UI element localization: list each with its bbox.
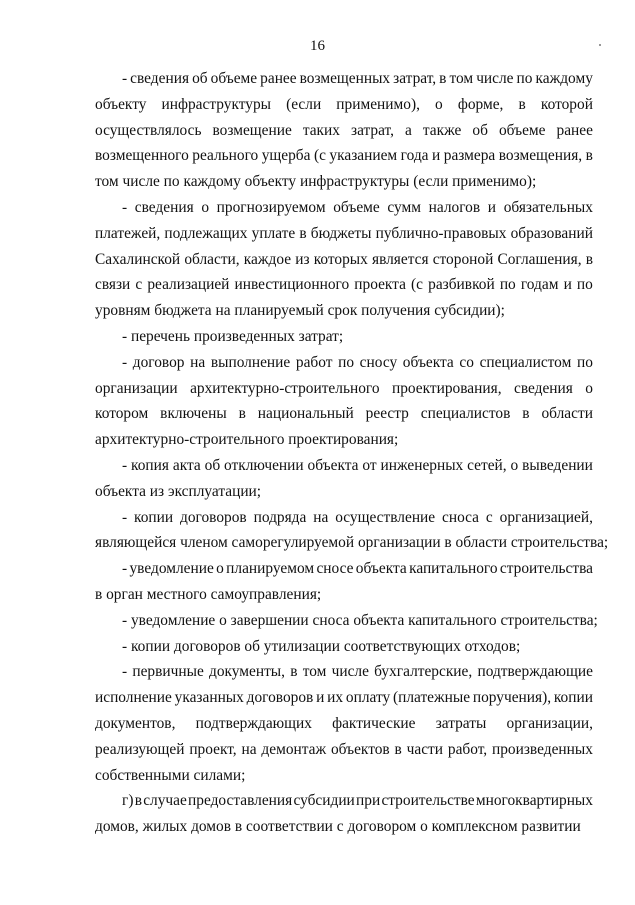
text-line: исполнение указанных договоров и их оплату (платежные поручения), копии: [95, 689, 593, 707]
text-line: являющейся членом саморегулируемой организации в области строительства;: [95, 534, 609, 552]
text-line: - копии договоров подряда на осуществление сноса с организацией,: [122, 508, 593, 526]
text-line: - перечень произведенных затрат;: [122, 327, 344, 345]
paragraph: [95, 634, 593, 660]
text-line: Сахалинской области, каждое из которых является стороной Соглашения, в: [95, 250, 593, 268]
text-line: - уведомление о завершении сноса объекта капитального строительства;: [122, 611, 598, 629]
text-line: осуществлялось возмещение таких затрат, а также об объеме ранее: [95, 121, 593, 139]
text-line: - договор на выполнение работ по сносу объекта со специалистом по: [122, 353, 593, 371]
paragraph: [95, 556, 593, 608]
text-line: - сведения о прогнозируемом объеме сумм налогов и обязательных: [122, 198, 593, 216]
text-line: - первичные документы, в том числе бухгалтерские, подтверждающие: [122, 663, 593, 681]
text-line: г) в случае предоставления субсидии при строительстве многоквартирных: [122, 792, 593, 810]
document-body: [95, 66, 609, 840]
scan-speck: [599, 44, 601, 46]
text-line: связи с реализацией инвестиционного проекта (с разбивкой по годам и по: [95, 276, 593, 294]
text-line: том числе по каждому объекту инфраструктуры (если применимо);: [95, 173, 537, 191]
text-line: объекту инфраструктуры (если применимо), о форме, в которой: [95, 95, 593, 113]
text-line: домов, жилых домов в соответствии с договором о комплексном развитии: [95, 818, 581, 836]
paragraph: [95, 350, 593, 453]
paragraph: [95, 324, 593, 350]
paragraph: [95, 66, 593, 195]
text-line: архитектурно-строительного проектирования;: [95, 431, 399, 449]
text-line: организации архитектурно-строительного проектирования, сведения о: [95, 379, 593, 397]
text-line: - уведомление о планируемом сносе объекта капитального строительства: [122, 560, 593, 578]
text-line: в орган местного самоуправления;: [95, 585, 322, 603]
paragraph: [95, 788, 593, 840]
text-line: реализующей проект, на демонтаж объектов в части работ, произведенных: [95, 740, 593, 758]
text-line: возмещенного реального ущерба (с указанием года и размера возмещения, в: [95, 147, 593, 165]
text-line: - сведения об объеме ранее возмещенных затрат, в том числе по каждому: [122, 70, 593, 87]
paragraph: [95, 453, 593, 505]
text-line: - копия акта об отключении объекта от инженерных сетей, о выведении: [122, 456, 593, 474]
paragraph: [95, 505, 609, 557]
text-line: уровням бюджета на планируемый срок получения субсидии);: [95, 302, 505, 320]
page-number: 16: [310, 38, 325, 54]
text-line: документов, подтверждающих фактические затраты организации,: [95, 714, 593, 732]
text-line: объекта из эксплуатации;: [95, 482, 262, 500]
paragraph: [95, 195, 593, 324]
paragraph: [95, 659, 593, 788]
paragraph: [95, 608, 598, 634]
text-line: - копии договоров об утилизации соответствующих отходов;: [122, 637, 521, 655]
text-line: платежей, подлежащих уплате в бюджеты публично-правовых образований: [95, 224, 593, 242]
text-line: собственными силами;: [95, 766, 246, 784]
text-line: котором включены в национальный реестр специалистов в области: [95, 405, 593, 423]
